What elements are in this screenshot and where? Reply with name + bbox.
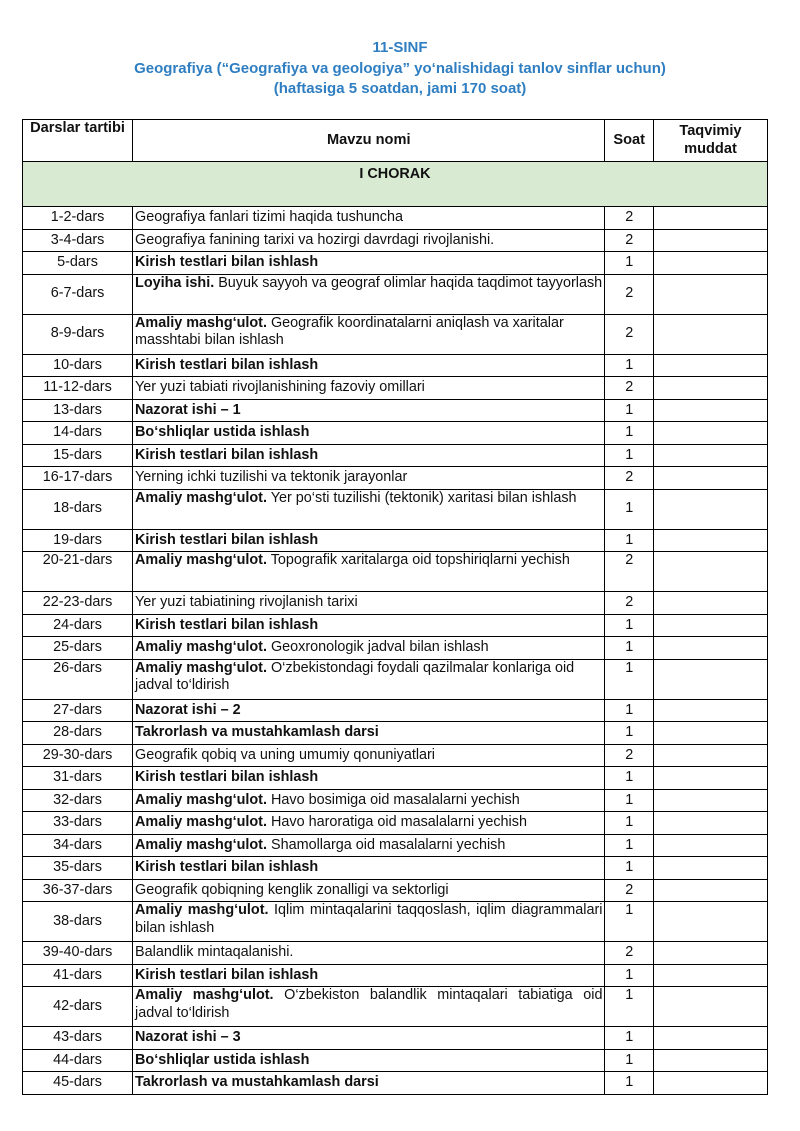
lesson-number: 10-dars [23,354,133,377]
lesson-topic [133,637,605,660]
lesson-topic-bold: Amaliy mashg‘ulot. [135,314,267,331]
table-row [23,659,768,699]
lesson-number: 28-dars [23,722,133,745]
table-row [23,767,768,790]
table-row [23,637,768,660]
lesson-topic-text: Yerning ichki tuzilishi va tektonik jarayonlar [135,469,408,485]
lesson-calendar-cell[interactable] [653,1027,767,1050]
lesson-calendar-cell[interactable] [653,229,767,252]
lesson-topic-bold: Kirish testlari bilan ishlash [135,446,319,463]
lesson-hours: 2 [605,314,653,354]
lesson-calendar-cell[interactable] [653,902,767,942]
lesson-number: 20-21-dars [23,552,133,592]
table-row [23,744,768,767]
table-row [23,399,768,422]
lesson-calendar-cell[interactable] [653,354,767,377]
lesson-calendar-cell[interactable] [653,422,767,445]
table-row [23,834,768,857]
lesson-hours: 1 [605,422,653,445]
lesson-topic [133,354,605,377]
lesson-topic-text: Geografiya fanining tarixi va hozirgi davrdagi rivojlanishi. [135,231,495,248]
lesson-topic [133,592,605,615]
lesson-topic-bold: Nazorat ishi – 2 [135,701,241,718]
table-row [23,444,768,467]
lesson-calendar-cell[interactable] [653,399,767,422]
lesson-hours: 1 [605,722,653,745]
lesson-calendar-cell[interactable] [653,942,767,965]
lesson-hours: 2 [605,274,653,314]
quarter-row [23,162,768,207]
lesson-topic [133,902,605,942]
table-row [23,857,768,880]
lesson-calendar-cell[interactable] [653,789,767,812]
lesson-calendar-cell[interactable] [653,834,767,857]
lesson-topic [133,812,605,835]
lesson-number: 35-dars [23,857,133,880]
lesson-calendar-cell[interactable] [653,879,767,902]
table-row [23,942,768,965]
lesson-topic-text: Geografik qobiqning kenglik zonalligi va sektorligi [135,881,449,898]
lesson-calendar-cell[interactable] [653,274,767,314]
lesson-topic [133,274,605,314]
lesson-topic [133,489,605,529]
lesson-hours: 2 [605,377,653,400]
lesson-topic-bold: Amaliy mashg‘ulot. [135,902,269,918]
lesson-topic [133,252,605,275]
lesson-plan-table [22,119,768,1095]
lesson-topic [133,467,605,490]
lesson-number: 34-dars [23,834,133,857]
lesson-topic-bold: Amaliy mashg‘ulot. [135,489,267,506]
lesson-topic [133,552,605,592]
lesson-number: 36-37-dars [23,879,133,902]
lesson-topic [133,722,605,745]
lesson-number: 32-dars [23,789,133,812]
column-header-order: Darslar tartibi [23,120,133,162]
lesson-topic-bold: Nazorat ishi – 1 [135,401,241,418]
lesson-hours: 1 [605,699,653,722]
lesson-topic-bold: Takrorlash va mustahkamlash darsi [135,724,379,740]
lesson-hours: 1 [605,354,653,377]
lesson-topic-bold: Takrorlash va mustahkamlash darsi [135,1074,379,1090]
lesson-hours: 2 [605,942,653,965]
lesson-calendar-cell[interactable] [653,699,767,722]
lesson-topic [133,857,605,880]
lesson-topic [133,834,605,857]
lesson-hours: 1 [605,812,653,835]
table-row [23,252,768,275]
table-row [23,812,768,835]
table-row [23,354,768,377]
lesson-number: 38-dars [23,902,133,942]
lesson-topic-text: Balandlik mintaqalanishi. [135,944,294,960]
lesson-topic-text: Yer po‘sti tuzilishi (tektonik) xaritasi bilan ishlash [266,489,577,506]
lesson-hours: 2 [605,229,653,252]
lesson-topic [133,1072,605,1095]
lesson-topic [133,229,605,252]
lesson-topic-bold: Amaliy mashg‘ulot. [135,639,267,655]
lesson-calendar-cell[interactable] [653,444,767,467]
lesson-topic-text: O‘zbekiston balandlik mintaqalari tabiatiga oid jadval to‘ldirish [135,987,603,1021]
lesson-topic-text: Havo haroratiga oid masalalarni yechish [266,814,527,830]
lesson-number: 16-17-dars [23,467,133,490]
lesson-topic [133,529,605,552]
lesson-number: 39-40-dars [23,942,133,965]
lesson-topic-text: Havo bosimiga oid masalalarni yechish [266,791,520,808]
lesson-number: 18-dars [23,489,133,529]
table-row [23,699,768,722]
lesson-hours: 1 [605,529,653,552]
lesson-calendar-cell[interactable] [653,1072,767,1095]
column-header-topic: Mavzu nomi [133,120,605,162]
lesson-number: 22-23-dars [23,592,133,615]
lesson-number: 14-dars [23,422,133,445]
lesson-number: 6-7-dars [23,274,133,314]
lesson-topic-bold: Amaliy mashg‘ulot. [135,987,274,1003]
lesson-topic-bold: Amaliy mashg‘ulot. [135,791,267,808]
lesson-topic-bold: Amaliy mashg‘ulot. [135,552,267,568]
lesson-topic [133,659,605,699]
hours-subtitle: (haftasiga 5 soatdan, jami 170 soat) [273,80,527,97]
lesson-topic [133,879,605,902]
lesson-topic [133,789,605,812]
lesson-hours: 2 [605,552,653,592]
lesson-topic-text: Iqlim mintaqalarini taqqoslash, iqlim diagrammalari bilan ishlash [135,902,603,936]
lesson-hours: 2 [605,744,653,767]
lesson-number: 44-dars [23,1049,133,1072]
lesson-calendar-cell[interactable] [653,744,767,767]
lesson-number: 43-dars [23,1027,133,1050]
table-row [23,552,768,592]
lesson-number: 19-dars [23,529,133,552]
lesson-hours: 1 [605,1027,653,1050]
lesson-number: 42-dars [23,987,133,1027]
table-row [23,789,768,812]
lesson-number: 1-2-dars [23,207,133,230]
lesson-topic-bold: Amaliy mashg‘ulot. [135,659,267,676]
lesson-hours: 1 [605,659,653,699]
table-row [23,879,768,902]
lesson-number: 11-12-dars [23,377,133,400]
lesson-calendar-cell[interactable] [653,252,767,275]
table-row [23,422,768,445]
lesson-topic-bold: Kirish testlari bilan ishlash [135,859,319,875]
subject-title: Geografiya (“Geografiya va geologiya” yo‘nalishidagi tanlov sinflar uchun) [134,59,666,77]
lesson-topic-bold: Amaliy mashg‘ulot. [135,814,267,830]
lesson-topic-bold: Kirish testlari bilan ishlash [135,254,319,270]
lesson-topic-text: Shamollarga oid masalalarni yechish [266,836,506,853]
grade-title: 11-SINF [372,39,428,56]
quarter-label: I CHORAK [23,162,768,207]
lesson-topic-bold: Loyiha ishi. [135,274,215,291]
lesson-number: 25-dars [23,637,133,660]
lesson-topic-text: Topografik xaritalarga oid topshiriqlarni yechish [266,552,570,568]
table-row [23,722,768,745]
lesson-calendar-cell[interactable] [653,614,767,637]
lesson-topic [133,767,605,790]
lesson-topic-bold: Bo‘shliqlar ustida ishlash [135,424,310,440]
lesson-calendar-cell[interactable] [653,637,767,660]
lesson-calendar-cell[interactable] [653,987,767,1027]
lesson-calendar-cell[interactable] [653,467,767,490]
lesson-number: 15-dars [23,444,133,467]
table-row [23,529,768,552]
lesson-hours: 1 [605,399,653,422]
lesson-calendar-cell[interactable] [653,592,767,615]
lesson-topic [133,207,605,230]
lesson-number: 8-9-dars [23,314,133,354]
lesson-hours: 1 [605,767,653,790]
lesson-number: 26-dars [23,659,133,699]
lesson-topic-text: O‘zbekistondagi foydali qazilmalar konlariga oid jadval to‘ldirish [135,659,575,693]
lesson-number: 41-dars [23,964,133,987]
lesson-hours: 1 [605,789,653,812]
lesson-topic-text: Geografiya fanlari tizimi haqida tushuncha [135,209,404,225]
table-row [23,274,768,314]
table-row [23,489,768,529]
table-row [23,207,768,230]
lesson-topic-bold: Kirish testlari bilan ishlash [135,356,319,373]
table-row [23,987,768,1027]
lesson-number: 3-4-dars [23,229,133,252]
lesson-calendar-cell[interactable] [653,1049,767,1072]
lesson-calendar-cell[interactable] [653,552,767,592]
lesson-hours: 2 [605,592,653,615]
lesson-hours: 2 [605,879,653,902]
lesson-calendar-cell[interactable] [653,377,767,400]
lesson-calendar-cell[interactable] [653,812,767,835]
table-row [23,314,768,354]
lesson-topic [133,964,605,987]
lesson-topic [133,1027,605,1050]
lesson-topic [133,699,605,722]
lesson-topic [133,942,605,965]
lesson-topic [133,614,605,637]
lesson-topic [133,987,605,1027]
lesson-number: 29-30-dars [23,744,133,767]
lesson-topic-bold: Kirish testlari bilan ishlash [135,616,319,633]
lesson-topic [133,314,605,354]
lesson-calendar-cell[interactable] [653,857,767,880]
table-row [23,902,768,942]
table-row [23,1049,768,1072]
lesson-topic [133,444,605,467]
lesson-topic [133,1049,605,1072]
table-row [23,964,768,987]
lesson-calendar-cell[interactable] [653,767,767,790]
lesson-hours: 1 [605,637,653,660]
table-header-row [23,120,768,162]
lesson-hours: 1 [605,1049,653,1072]
lesson-topic-text: Geografik koordinatalarni aniqlash va xaritalar masshtabi bilan ishlash [135,314,564,348]
lesson-hours: 1 [605,444,653,467]
lesson-topic [133,422,605,445]
lesson-hours: 1 [605,857,653,880]
table-row [23,1027,768,1050]
lesson-hours: 1 [605,1072,653,1095]
lesson-number: 5-dars [23,252,133,275]
lesson-hours: 1 [605,987,653,1027]
lesson-calendar-cell[interactable] [653,314,767,354]
lesson-hours: 1 [605,902,653,942]
lesson-hours: 2 [605,467,653,490]
lesson-calendar-cell[interactable] [653,489,767,529]
lesson-calendar-cell[interactable] [653,722,767,745]
lesson-number: 27-dars [23,699,133,722]
lesson-calendar-cell[interactable] [653,529,767,552]
lesson-topic-bold: Nazorat ishi – 3 [135,1029,241,1045]
lesson-topic-text: Geografik qobiq va uning umumiy qonuniyatlari [135,746,436,763]
lesson-topic-bold: Amaliy mashg‘ulot. [135,836,267,853]
lesson-topic-text: Geoxronologik jadval bilan ishlash [266,639,489,655]
table-row [23,377,768,400]
lesson-topic-text: Buyuk sayyoh va geograf olimlar haqida taqdimot tayyorlash [214,274,603,291]
lesson-number: 31-dars [23,767,133,790]
lesson-topic [133,744,605,767]
lesson-topic [133,377,605,400]
lesson-hours: 1 [605,489,653,529]
table-row [23,229,768,252]
lesson-topic-text: Yer yuzi tabiatining rivojlanish tarixi [135,594,358,610]
lesson-topic-bold: Kirish testlari bilan ishlash [135,966,319,983]
table-row [23,592,768,615]
lesson-calendar-cell[interactable] [653,964,767,987]
lesson-hours: 2 [605,207,653,230]
column-header-hours: Soat [605,120,653,162]
lesson-calendar-cell[interactable] [653,207,767,230]
lesson-calendar-cell[interactable] [653,659,767,699]
table-row [23,1072,768,1095]
lesson-topic-text: Yer yuzi tabiati rivojlanishining fazoviy omillari [135,379,425,395]
column-header-calendar: Taqvimiy muddat [653,120,767,162]
lesson-number: 13-dars [23,399,133,422]
lesson-number: 45-dars [23,1072,133,1095]
lesson-topic-bold: Kirish testlari bilan ishlash [135,769,319,785]
table-row [23,467,768,490]
lesson-hours: 1 [605,252,653,275]
lesson-topic-bold: Kirish testlari bilan ishlash [135,531,319,548]
lesson-topic-bold: Bo‘shliqlar ustida ishlash [135,1051,310,1068]
document-header [0,38,800,100]
lesson-number: 24-dars [23,614,133,637]
table-row [23,614,768,637]
lesson-topic [133,399,605,422]
lesson-number: 33-dars [23,812,133,835]
lesson-hours: 1 [605,964,653,987]
lesson-hours: 1 [605,614,653,637]
lesson-hours: 1 [605,834,653,857]
